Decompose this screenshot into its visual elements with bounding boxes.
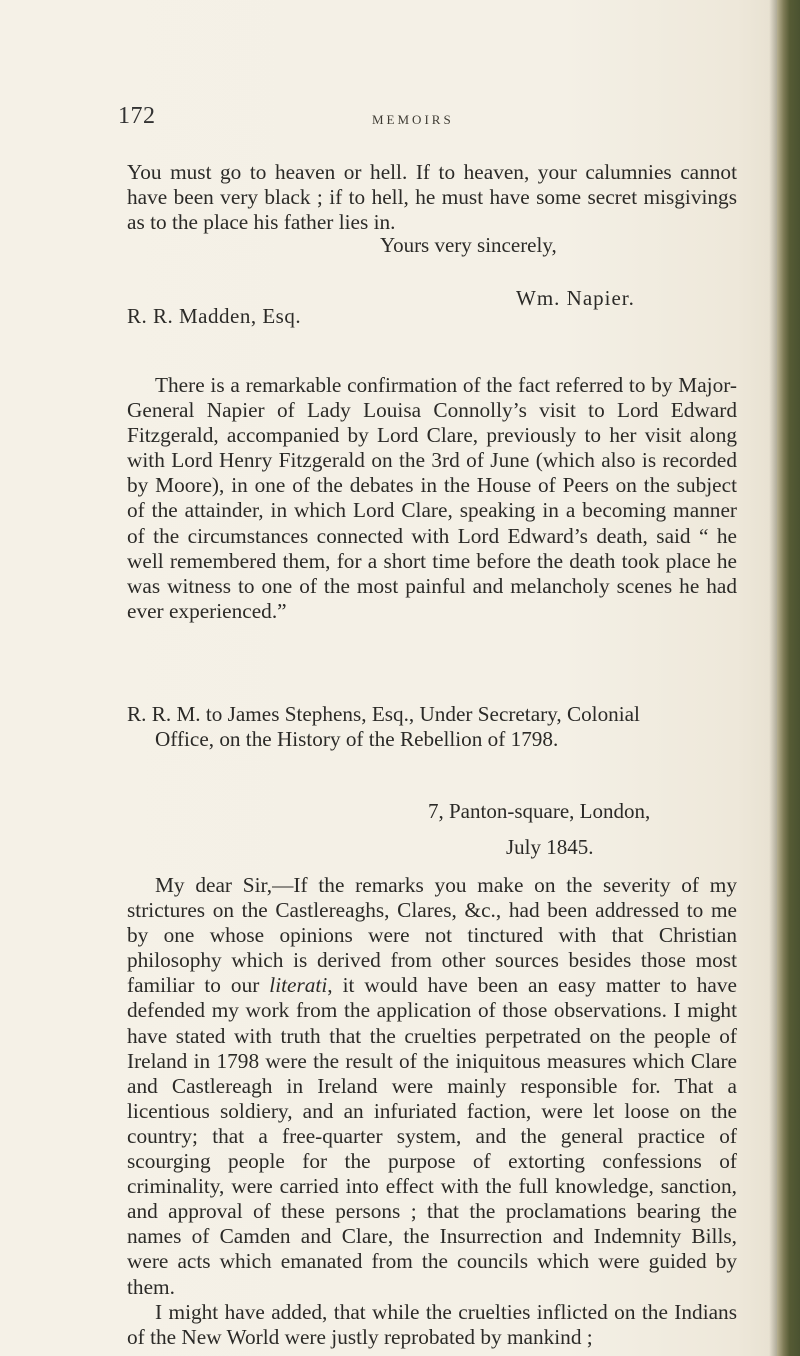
body-part-2: , it would have been an easy matter to have defended my work from the application of those observations. I might have stated with truth that the cruelties perpetrated on the people of Ireland in 1798 were the result of the iniquitous measures which Clare and Castlereagh in Ireland were mainly responsible for. That a licentious soldiery, and an infuriated faction, were let loose on the country; that a free-quarter system, and the general practice of scourging people for the purpose of extorting confessions of criminality, were carried into effect with the full knowledge, sanction, and approval of these persons ; that the proclamations bearing the names of Camden and Clare, the Insurrection and Indemnity Bills, were acts which emanated from the councils which were guided by them.	[127, 973, 737, 1299]
letter-body-paragraph-2: I might have added, that while the cruelties inflicted on the Indians of the New World were justly reprobated by mankind ;	[127, 1299, 737, 1349]
signature: Wm. Napier.	[516, 286, 635, 310]
book-binding-edge	[777, 0, 800, 1356]
signoff: Yours very sincerely,	[380, 233, 557, 257]
page-number: 172	[118, 103, 156, 129]
letter-location: 7, Panton-square, London,	[428, 799, 651, 823]
page-header	[118, 97, 722, 157]
literati-word: literati	[269, 973, 328, 998]
addressee: R. R. Madden, Esq.	[127, 304, 302, 328]
letter-body-paragraph-1	[127, 873, 737, 1300]
letter-heading-line-2: Office, on the History of the Rebellion of 1798.	[155, 727, 559, 751]
running-head: MEMOIRS	[372, 112, 454, 127]
letter-date: July 1845.	[506, 835, 594, 859]
letter-closing-paragraph	[127, 160, 737, 235]
narrative-paragraph: There is a remarkable confirmation of the fact referred to by Major-General Napier of Lady Louisa Connolly’s visit to Lord Edward Fitzgerald, accompanied by Lord Clare, previously to her visit along with Lord Henry Fitzgerald on the 3rd of June (which also is recorded by Moore), in one of the debates in the House of Peers on the subject of the attainder, in which Lord Clare, speaking in a becoming manner of the circumstances connected with Lord Edward’s death, said “ he well remembered them, for a short time before the death took place he was witness to one of the most painful and melancholy scenes he had ever experienced.”	[127, 373, 737, 623]
letter-heading-line-1: R. R. M. to James Stephens, Esq., Under Secretary, Colonial	[127, 702, 640, 726]
letter-heading	[127, 702, 737, 752]
body-part-1: My dear Sir,—If the remarks you make on the severity of my strictures on the Castlereaghs, Clares, &c., had been addressed to me by one whose opinions were not tinctured with that Christian philosophy which is derived from other sources besides those most familiar to our	[127, 873, 737, 998]
closing-paragraph-text: You must go to heaven or hell. If to heaven, your calumnies cannot have been very black ; if to hell, he must have some secret misgivings as to the place his father lies in.	[127, 160, 737, 235]
letter-body	[127, 873, 737, 1350]
